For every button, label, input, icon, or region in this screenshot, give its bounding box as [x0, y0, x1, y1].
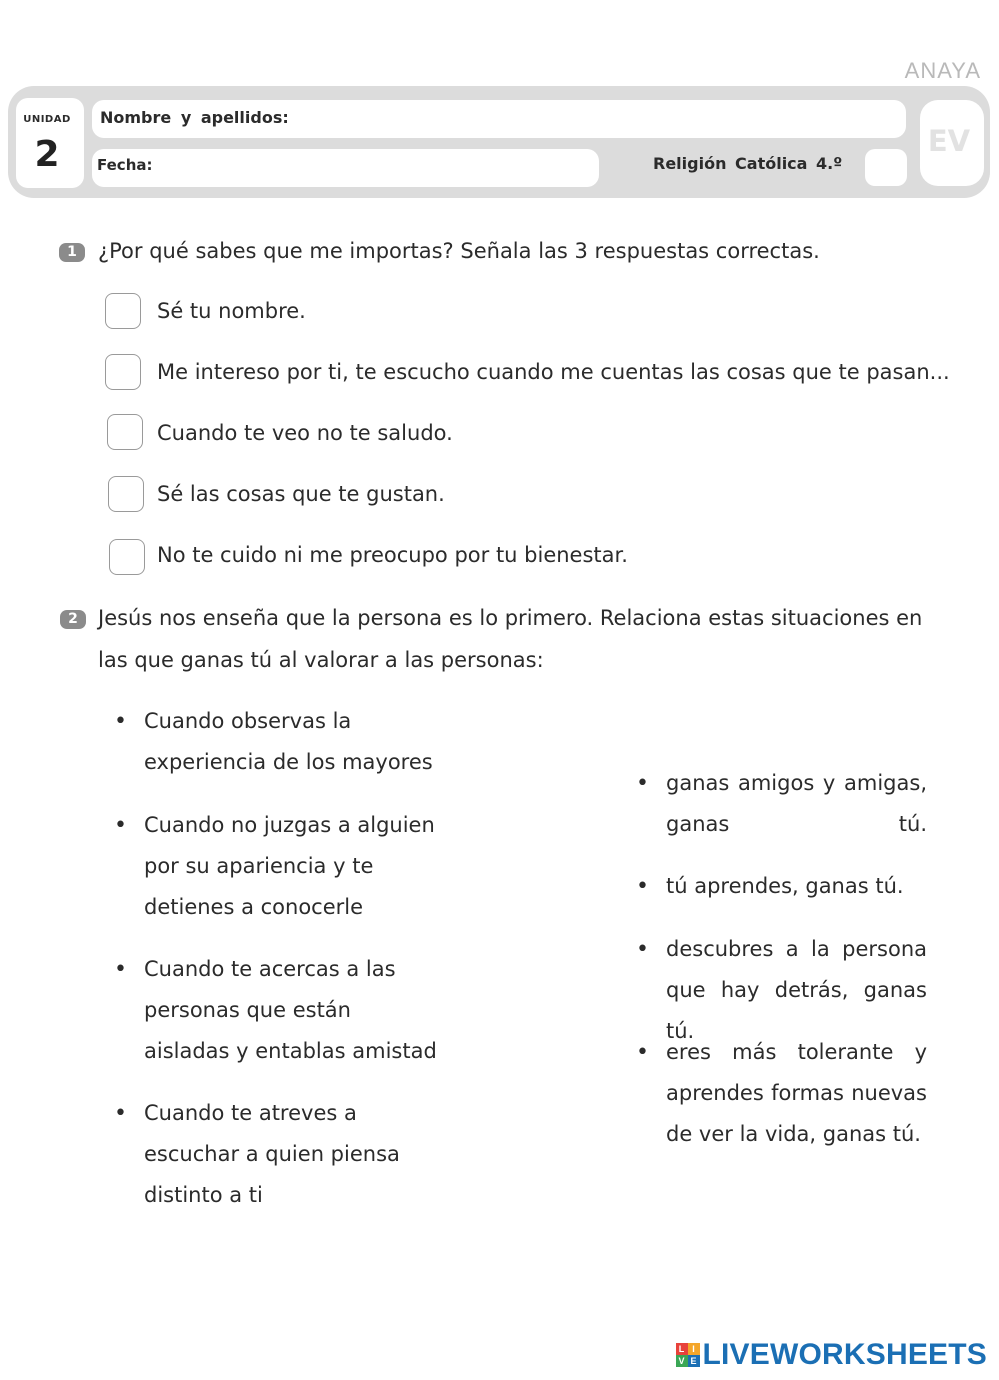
liveworksheets-logo [676, 1338, 988, 1372]
question-1-badge: 1 [59, 243, 85, 262]
option-1-label: Sé tu nombre. [157, 299, 306, 323]
situation-item-3[interactable]: Cuando te acercas a las personas que están aisladas y entablas amistad [144, 957, 437, 1063]
logo-letter: V [676, 1355, 688, 1367]
liveworksheets-wordmark: LIVEWORKSHEETS [702, 1338, 987, 1371]
option-3-label: Cuando te veo no te saludo. [157, 421, 453, 445]
liveworksheets-mark-icon [676, 1343, 700, 1367]
logo-letter: E [688, 1355, 700, 1367]
question-2-prompt: Jesús nos enseña que la persona es lo primero. Relaciona estas situaciones en las que ganas tú al valorar a las personas: [98, 606, 923, 672]
ev-label: EV [927, 124, 971, 158]
situation-item-4[interactable]: Cuando te atreves a escuchar a quien piensa distinto a ti [144, 1101, 400, 1207]
publisher-logo: ANAYA [904, 58, 981, 83]
option-4-checkbox[interactable] [108, 476, 144, 512]
option-5-checkbox[interactable] [109, 539, 145, 575]
outcome-item-3[interactable]: descubres a la persona que hay detrás, ganas tú. [666, 937, 927, 1043]
option-5-label: No te cuido ni me preocupo por tu bienestar. [157, 543, 628, 567]
bullet-dot: • [636, 1040, 649, 1065]
bullet-dot: • [114, 709, 127, 734]
option-2-checkbox[interactable] [105, 354, 141, 390]
bullet-dot: • [114, 1101, 127, 1126]
outcome-item-4[interactable]: eres más tolerante y aprendes formas nuevas de ver la vida, ganas tú. [666, 1040, 927, 1146]
unit-number: 2 [34, 134, 60, 175]
outcome-item-1[interactable]: ganas amigos y amigas, ganas tú. [666, 771, 927, 836]
logo-letter: L [676, 1343, 688, 1355]
logo-letter: I [688, 1343, 700, 1355]
option-1-checkbox[interactable] [105, 293, 141, 329]
situation-item-1[interactable]: Cuando observas la experiencia de los mayores [144, 709, 433, 774]
bullet-dot: • [636, 771, 649, 796]
question-2-badge: 2 [60, 610, 86, 629]
question-1-prompt: ¿Por qué sabes que me importas? Señala las 3 respuestas correctas. [98, 239, 820, 263]
situation-item-2[interactable]: Cuando no juzgas a alguien por su apariencia y te detienes a conocerle [144, 813, 435, 919]
bullet-dot: • [636, 937, 649, 962]
grade-box[interactable] [865, 149, 907, 186]
date-label: Fecha: [97, 156, 153, 174]
subject-label: Religión Católica 4.º [653, 154, 843, 173]
unit-label: UNIDAD [23, 114, 71, 125]
option-2-label: Me intereso por ti, te escucho cuando me cuentas las cosas que te pasan... [157, 360, 950, 384]
bullet-dot: • [114, 813, 127, 838]
bullet-dot: • [636, 874, 649, 899]
option-3-checkbox[interactable] [107, 414, 143, 450]
name-label: Nombre y apellidos: [100, 108, 289, 127]
outcome-item-2[interactable]: tú aprendes, ganas tú. [666, 874, 904, 898]
date-field[interactable] [92, 149, 599, 187]
bullet-dot: • [114, 957, 127, 982]
option-4-label: Sé las cosas que te gustan. [157, 482, 445, 506]
